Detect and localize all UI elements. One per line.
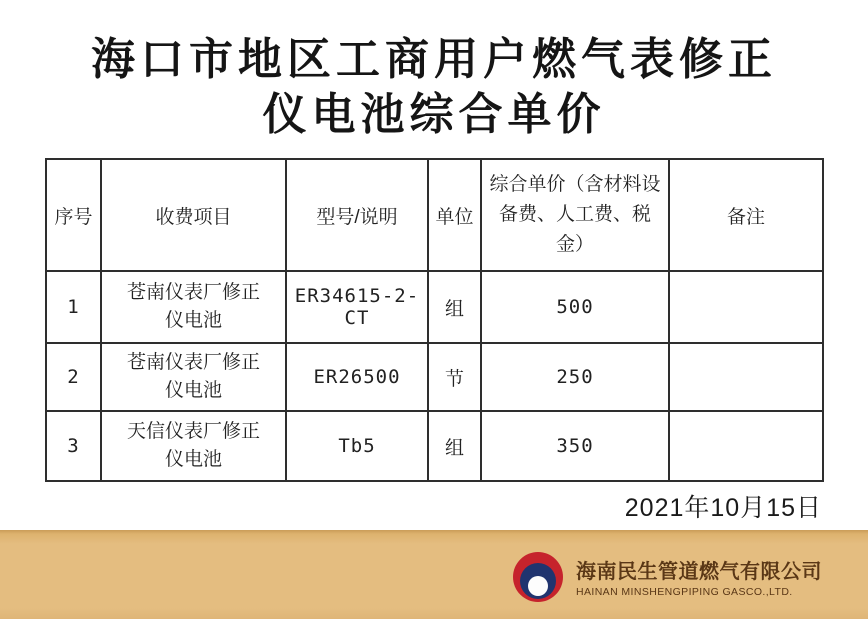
cell-item: 天信仪表厂修正仪电池: [101, 411, 286, 481]
cell-remark: [669, 411, 823, 481]
cell-seq: 2: [46, 343, 101, 411]
cell-model: ER34615-2-CT: [286, 271, 428, 343]
page-title-line-1: 海口市地区工商用户燃气表修正: [91, 35, 777, 84]
page-title-line-2: 仪电池综合单价: [262, 90, 606, 139]
cell-seq: 1: [46, 271, 101, 343]
col-header-unit: 单位: [428, 159, 481, 271]
page-title: [0, 0, 868, 142]
footer-band: [0, 530, 868, 619]
col-header-model: 型号/说明: [286, 159, 428, 271]
table-header-row: [46, 159, 823, 271]
company-logo-icon: [513, 552, 563, 602]
col-header-item: 收费项目: [101, 159, 286, 271]
company-name-block: [576, 555, 822, 598]
cell-item: 苍南仪表厂修正仪电池: [101, 343, 286, 411]
cell-remark: [669, 343, 823, 411]
cell-unit: 节: [428, 343, 481, 411]
cell-model: ER26500: [286, 343, 428, 411]
cell-remark: [669, 271, 823, 343]
col-header-remark: 备注: [669, 159, 823, 271]
col-header-price: 综合单价（含材料设备费、人工费、税金）: [481, 159, 669, 271]
table-row: [46, 411, 823, 481]
table-row: [46, 271, 823, 343]
table-row: [46, 343, 823, 411]
company-name-cn: 海南民生管道燃气有限公司: [576, 561, 822, 583]
cell-price: 500: [481, 271, 669, 343]
cell-unit: 组: [428, 411, 481, 481]
company-name-en: HAINAN MINSHENGPIPING GASCO.,LTD.: [576, 586, 793, 598]
cell-model: Tb5: [286, 411, 428, 481]
logo-white-circle: [528, 576, 548, 596]
cell-seq: 3: [46, 411, 101, 481]
cell-price: 250: [481, 343, 669, 411]
col-header-seq: 序号: [46, 159, 101, 271]
price-table: [45, 158, 824, 482]
cell-price: 350: [481, 411, 669, 481]
document-date: 2021年10月15日: [624, 494, 822, 522]
cell-unit: 组: [428, 271, 481, 343]
cell-item: 苍南仪表厂修正仪电池: [101, 271, 286, 343]
